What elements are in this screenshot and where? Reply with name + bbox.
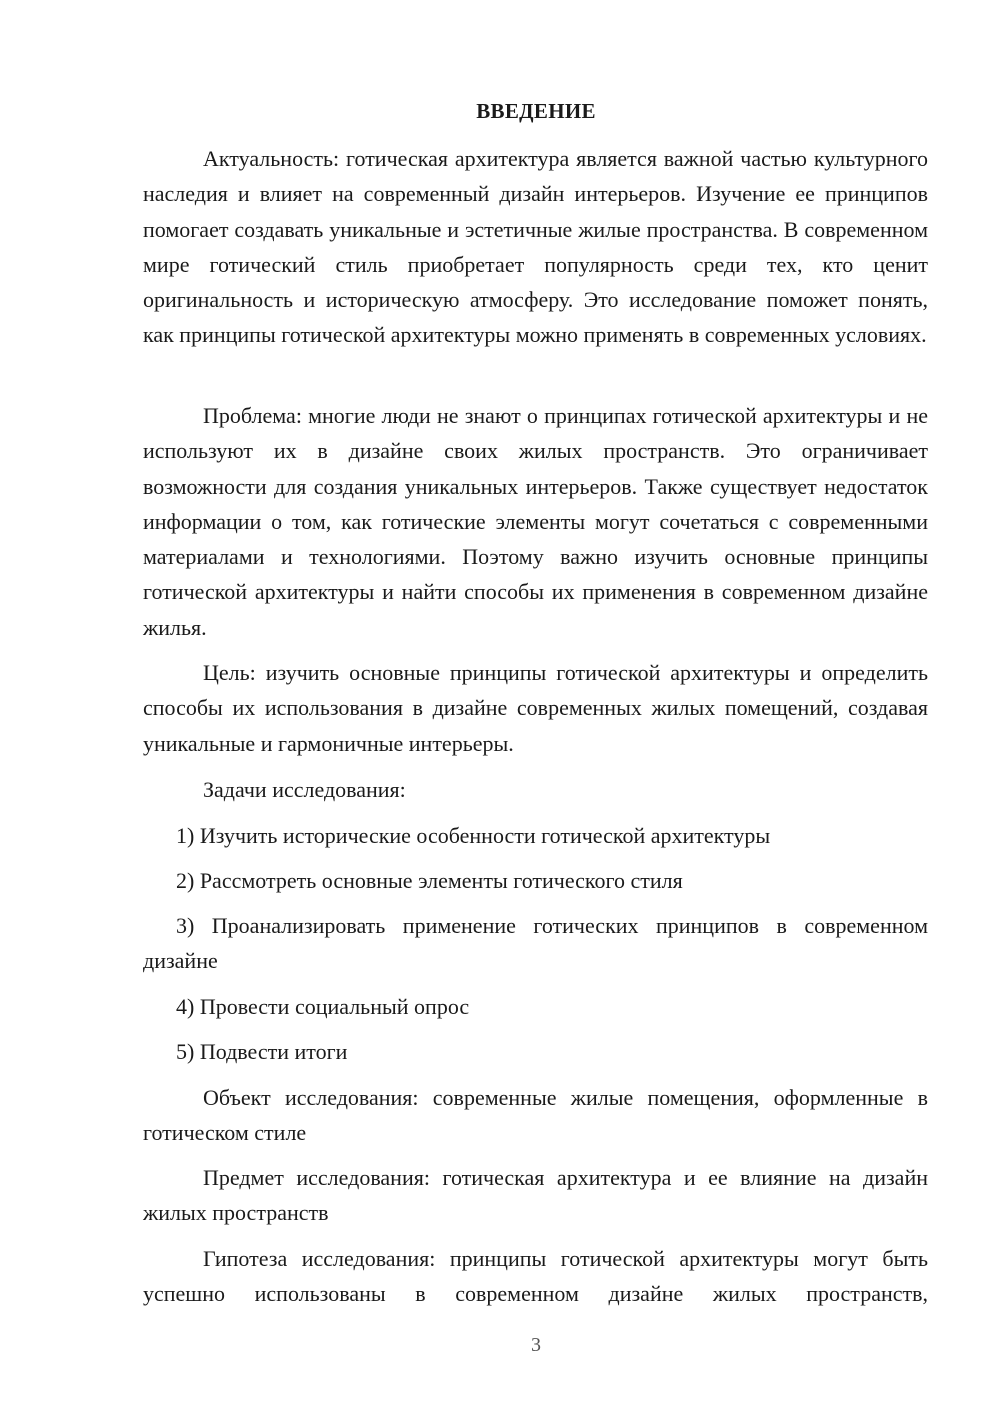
body-text-block: [143, 1080, 928, 1151]
paragraph-object: Объект исследования: современные жилые помещения, оформленные в готическом стиле: [143, 1085, 928, 1146]
body-text-block: [143, 1160, 928, 1231]
body-text-block: [143, 141, 928, 353]
tasks-title: Задачи исследования:: [203, 777, 406, 802]
list-item: 3) Проанализировать применение готических принципов в современном дизайне: [143, 913, 928, 974]
page-number: 3: [531, 1334, 541, 1356]
task-list-item: [143, 818, 928, 853]
paragraph-relevance: Актуальность: готическая архитектура является важной частью культурного наследия и влияет на современный дизайн интерьеров. Изучение ее принципов помогает создавать уникальные и эстетичные жилые пространства. В современном мире готический стиль приобретает популярность среди тех, кто ценит оригинальность и историческую атмосферу. Это исследование поможет понять, как принципы готической архитектуры можно применять в современных условиях.: [143, 146, 928, 348]
list-item: 2) Рассмотреть основные элементы готического стиля: [176, 868, 683, 893]
task-list-item: [143, 863, 928, 898]
body-text-block: [143, 1241, 928, 1312]
list-item: 1) Изучить исторические особенности готической архитектуры: [176, 823, 771, 848]
task-list-item: [143, 989, 928, 1024]
paragraph-subject: Предмет исследования: готическая архитектура и ее влияние на дизайн жилых пространств: [143, 1165, 928, 1226]
list-item: 5) Подвести итоги: [176, 1039, 348, 1064]
body-text-block: [143, 655, 928, 761]
list-item: 4) Провести социальный опрос: [176, 994, 470, 1019]
paragraph-hypothesis: Гипотеза исследования: принципы готической архитектуры могут быть успешно использованы в современном дизайне жилых пространств,: [143, 1246, 928, 1307]
body-text-block: [143, 772, 928, 807]
task-list-item: [143, 1034, 928, 1069]
paragraph-problem: Проблема: многие люди не знают о принципах готической архитектуры и не используют их в дизайне своих жилых пространств. Это ограничивает возможности для создания уникальных интерьеров. Также существует недостаток информации о том, как готические элементы могут сочетаться с современными материалами и технологиями. Поэтому важно изучить основные принципы готической архитектуры и найти способы их применения в современном дизайне жилья.: [143, 403, 928, 640]
task-list-item: [143, 908, 928, 979]
paragraph-goal: Цель: изучить основные принципы готической архитектуры и определить способы их использования в дизайне современных жилых помещений, создавая уникальные и гармоничные интерьеры.: [143, 660, 928, 756]
page-title: ВВЕДЕНИЕ: [476, 99, 596, 123]
body-text-block: [143, 398, 928, 645]
